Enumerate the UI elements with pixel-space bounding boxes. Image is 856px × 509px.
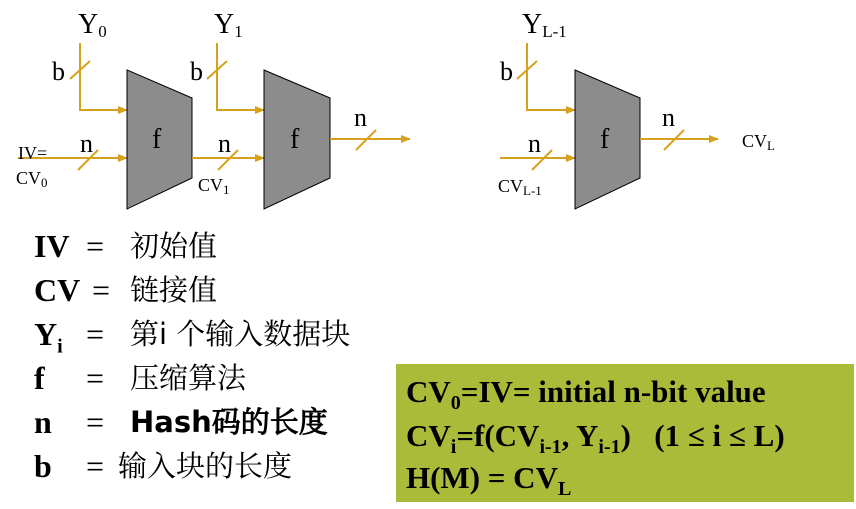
iv-label: IV= — [18, 143, 48, 163]
legend-equals: = — [86, 404, 105, 440]
legend-symbol: f — [34, 360, 45, 396]
y0-width-label: b — [52, 57, 65, 86]
block-l-output-width-label: n — [662, 103, 675, 132]
legend-description: 第i 个输入数据块 — [130, 317, 351, 351]
yl1-input-line — [527, 43, 575, 110]
legend-symbol: $Y_i$ — [34, 316, 63, 358]
legend-symbol: CV — [34, 272, 81, 308]
y1-width-label: b — [190, 57, 203, 86]
legend-symbol: b — [34, 448, 52, 484]
cv1-width-label: n — [218, 129, 231, 158]
legend-equals: = — [86, 448, 105, 484]
block-1-label: f — [152, 124, 162, 155]
cvl1-width-label: n — [528, 129, 541, 158]
merkle-damgard-diagram — [0, 0, 856, 230]
block-l-label: f — [600, 124, 610, 155]
cv1-label: CV1 — [198, 175, 230, 197]
legend-description: Hash码的长度 — [130, 405, 328, 439]
formula-line-3: $H(M) = CV_L$ — [406, 460, 572, 501]
y1-input-line — [217, 43, 264, 110]
legend-symbol: IV — [34, 228, 70, 264]
block-2-output-width-label: n — [354, 103, 367, 132]
cvl-label: CVL — [742, 131, 775, 153]
legend-equals: = — [86, 360, 105, 396]
yl1-width-label: b — [500, 57, 513, 86]
block-2-label: f — [290, 124, 300, 155]
legend-description: 输入块的长度 — [118, 449, 293, 483]
formula-box — [396, 364, 854, 502]
yl1-label: YL-1 — [522, 9, 567, 41]
y0-input-line — [80, 43, 127, 110]
iv-width-label: n — [80, 129, 93, 158]
cvl1-label: CVL-1 — [498, 176, 542, 198]
legend-symbol: n — [34, 404, 52, 440]
legend-description: 初始值 — [130, 229, 218, 263]
legend-description: 压缩算法 — [130, 361, 247, 395]
y1-label: Y1 — [214, 9, 243, 41]
formula-line-1: $CV_0=IV=$ initial n-bit value — [406, 374, 766, 415]
legend-description: 链接值 — [130, 273, 218, 307]
cv0-label: CV0 — [16, 168, 48, 190]
formula-line-2: $CV_i=f(CV_{i-1}$, $Y_{i-1}$) (1 ≤ i ≤ L) — [406, 418, 785, 459]
legend-equals: = — [86, 228, 105, 264]
legend-equals: = — [92, 272, 111, 308]
y0-label: Y0 — [78, 9, 107, 41]
legend-equals: = — [86, 316, 105, 352]
